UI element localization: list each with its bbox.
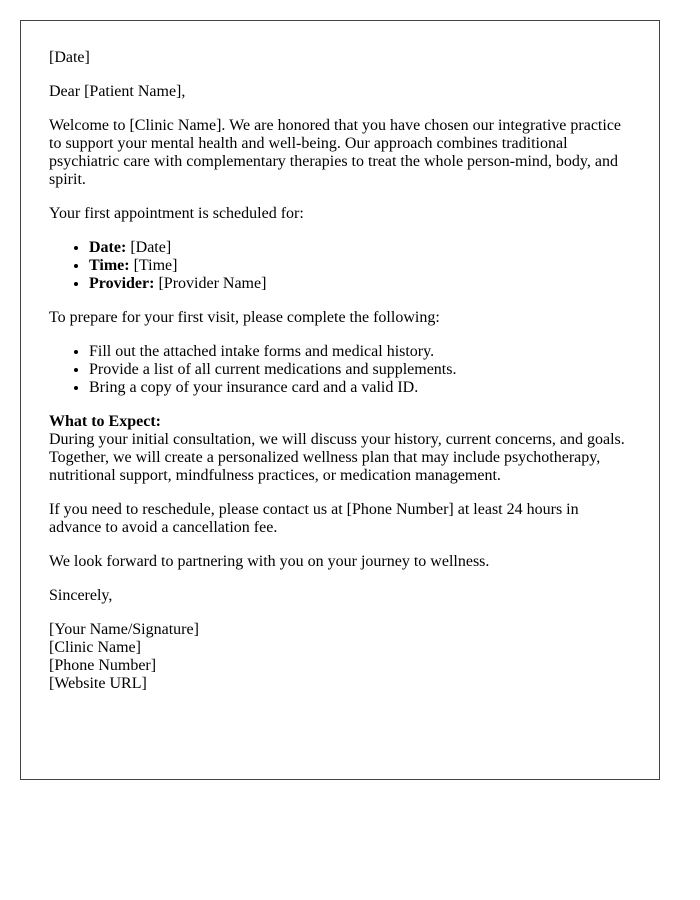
expect-heading: What to Expect: xyxy=(49,413,161,430)
prepare-list xyxy=(49,343,631,397)
appointment-list xyxy=(49,239,631,293)
letter xyxy=(20,20,660,780)
appointment-time-label: Time: xyxy=(89,257,130,274)
expect-section xyxy=(49,413,631,485)
signature-name: [Your Name/Signature] xyxy=(49,621,199,638)
signature-block xyxy=(49,621,631,693)
appointment-date-label: Date: xyxy=(89,239,127,256)
signature-website: [Website URL] xyxy=(49,675,147,692)
prepare-item: • Bring a copy of your insurance card and a valid ID. xyxy=(89,379,631,397)
appointment-date-value: [Date] xyxy=(126,239,172,256)
closing-paragraph: We look forward to partnering with you on your journey to wellness. xyxy=(49,553,490,570)
appointment-provider-value: [Provider Name] xyxy=(154,275,267,292)
signature-phone: [Phone Number] xyxy=(49,657,157,674)
appointment-provider-label: Provider: xyxy=(89,275,155,292)
signoff: Sincerely, xyxy=(49,587,113,604)
prepare-lead: To prepare for your first visit, please complete the following: xyxy=(49,309,440,326)
intro-paragraph: Welcome to [Clinic Name]. We are honored that you have chosen our integrative practice to support your mental health and well-being. Our approach combines traditional psychiatric care with complementary therapies to treat the whole person-mind, body, and spirit. xyxy=(49,117,622,188)
appointment-lead: Your first appointment is scheduled for: xyxy=(49,205,304,222)
appointment-provider xyxy=(89,275,631,293)
signature-clinic: [Clinic Name] xyxy=(49,639,141,656)
prepare-item: • Provide a list of all current medications and supplements. xyxy=(89,361,631,379)
reschedule-paragraph: If you need to reschedule, please contact us at [Phone Number] at least 24 hours in advance to avoid a cancellation fee. xyxy=(49,501,579,536)
appointment-time xyxy=(89,257,631,275)
appointment-date xyxy=(89,239,631,257)
expect-body: During your initial consultation, we will discuss your history, current concerns, and goals. Together, we will create a personalized wellness plan that may include psychotherapy, nutritional support, mindfulness practices, or medication management. xyxy=(49,431,625,484)
appointment-time-value: [Time] xyxy=(129,257,178,274)
letter-date: [Date] xyxy=(49,49,90,66)
prepare-item: • Fill out the attached intake forms and medical history. xyxy=(89,343,631,361)
salutation: Dear [Patient Name], xyxy=(49,83,186,100)
